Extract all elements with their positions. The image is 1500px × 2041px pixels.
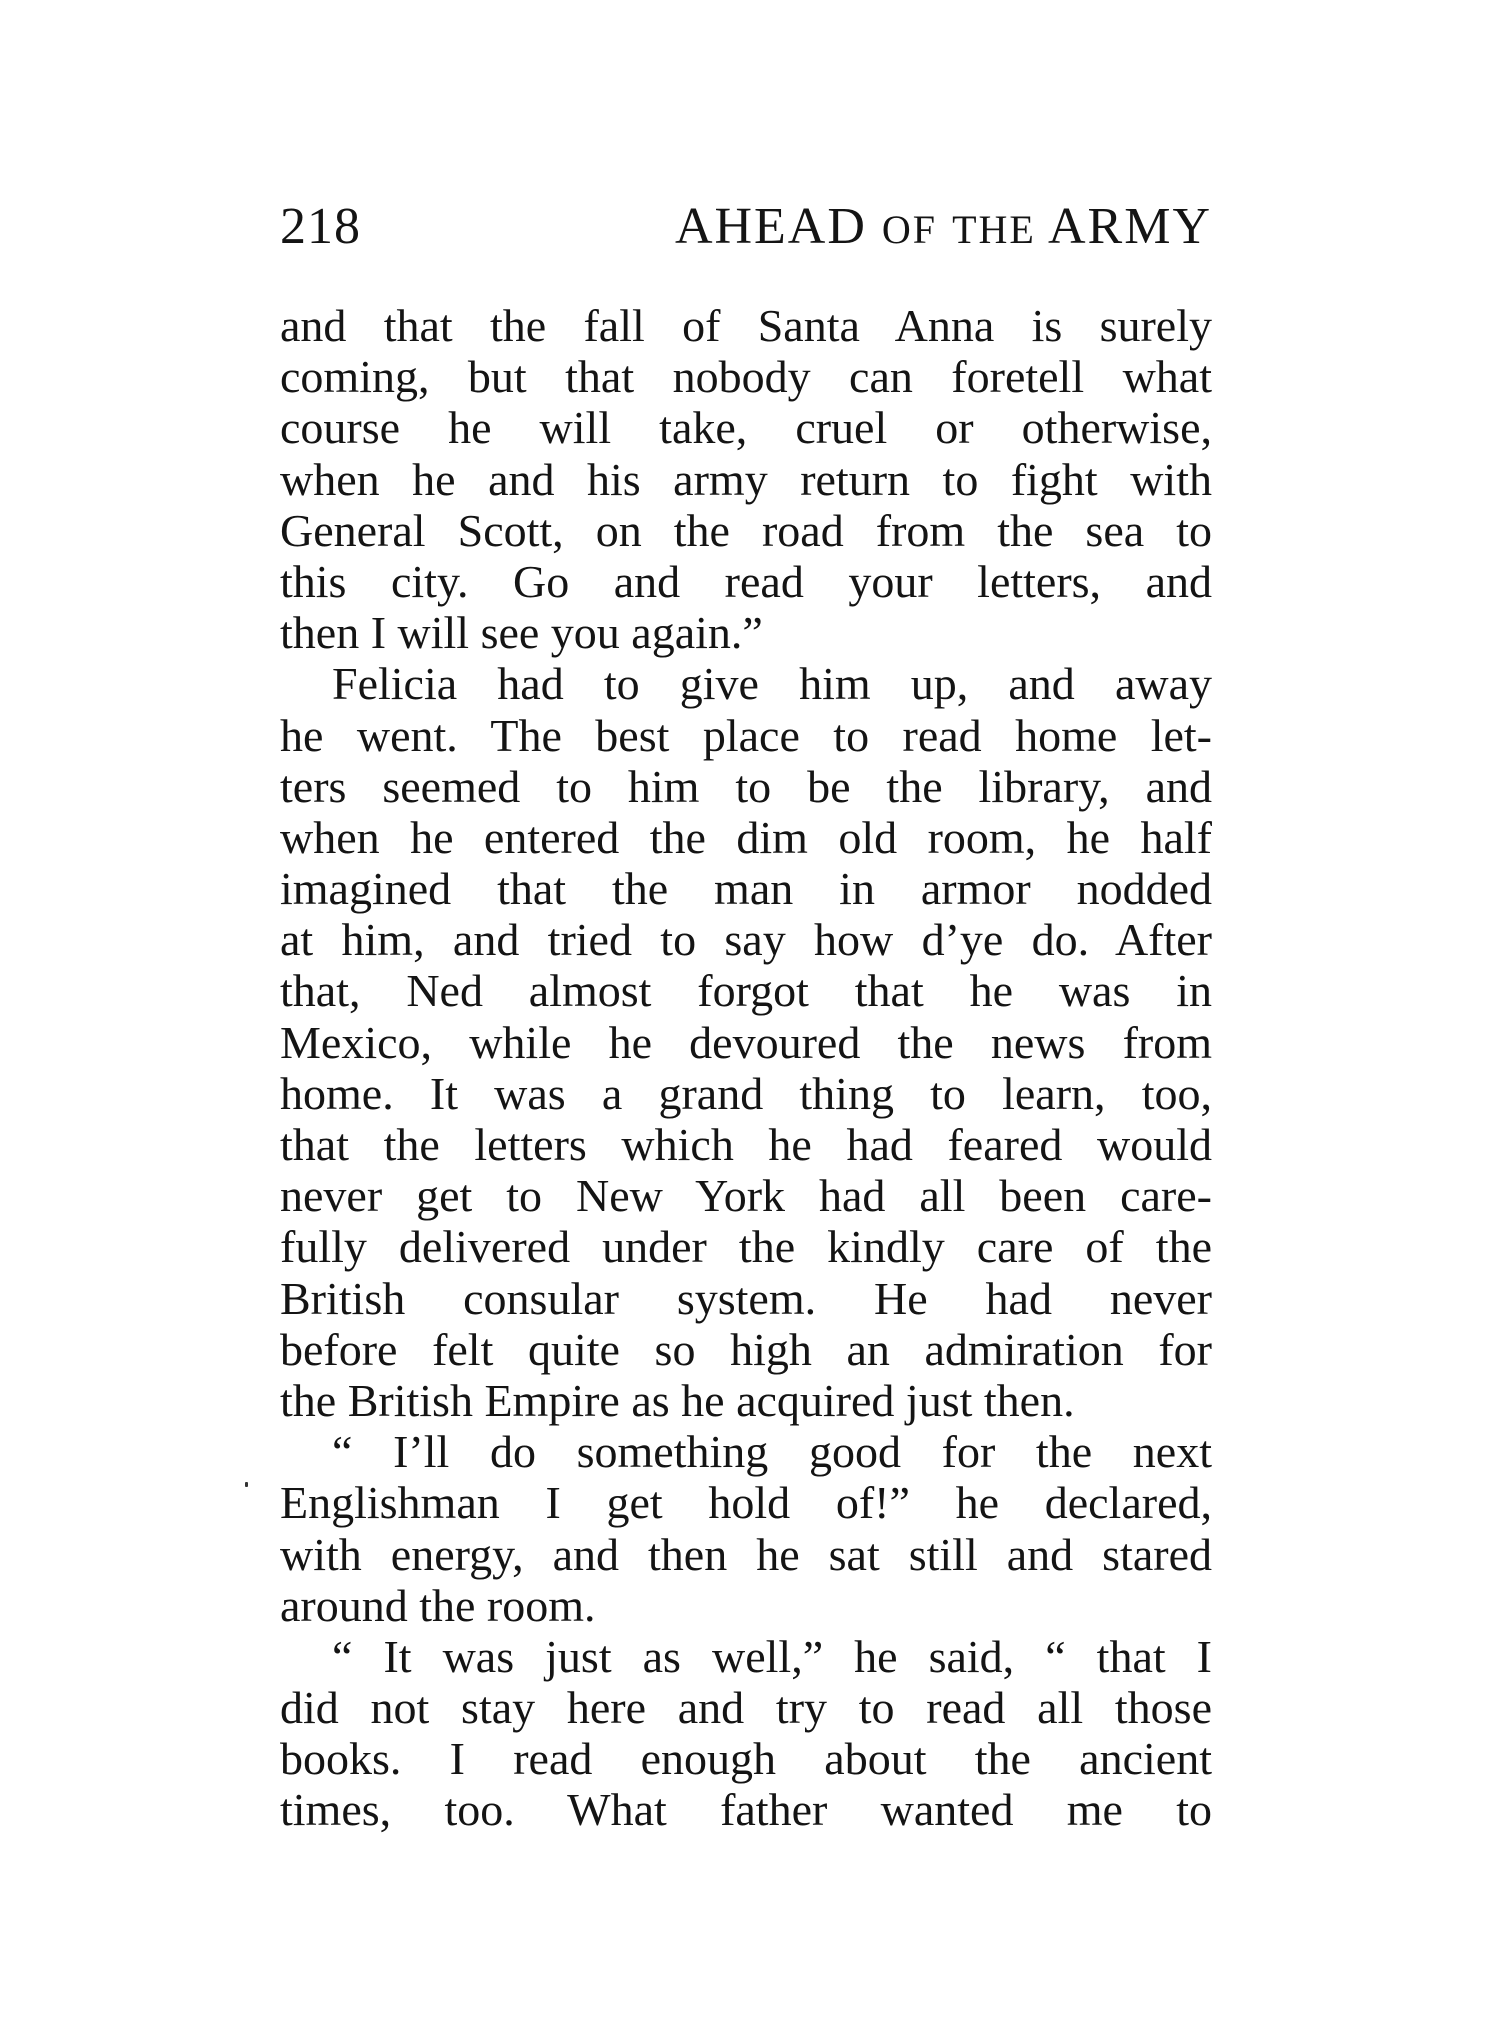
text-line: imagined that the man in armor nodded [280, 863, 1212, 915]
text-line: never get to New York had all been care- [280, 1170, 1212, 1222]
text-line: before felt quite so high an admiration for [280, 1323, 1212, 1375]
running-head-word: THE [952, 207, 1036, 252]
text-line: that the letters which he had feared would [280, 1119, 1212, 1170]
text-line: then I will see you again.” [280, 607, 763, 659]
running-head-word: OF [881, 207, 938, 252]
text-line: coming, but that nobody can foretell what [280, 351, 1212, 403]
text-line: ters seemed to him to be the library, and [280, 760, 1212, 812]
text-line: when he and his army return to fight with [280, 453, 1212, 505]
text-line: did not stay here and try to read all those [280, 1682, 1212, 1734]
text-line: this city. Go and read your letters, and [280, 555, 1212, 607]
running-head [675, 196, 1212, 261]
text-line: Mexico, while he devoured the news from [280, 1016, 1212, 1068]
text-line: course he will take, cruel or otherwise, [280, 402, 1212, 454]
text-line: times, too. What father wanted me to [280, 1784, 1212, 1836]
text-line: Englishman I get hold of!” he declared, [280, 1477, 1212, 1529]
text-line: Felicia had to give him up, and away [332, 658, 1212, 710]
text-line: British consular system. He had never [280, 1272, 1212, 1324]
text-line: “ I’ll do something good for the next [332, 1426, 1212, 1478]
text-line: when he entered the dim old room, he half [280, 811, 1212, 863]
text-line: books. I read enough about the ancient [280, 1733, 1212, 1785]
text-line: he went. The best place to read home let- [280, 709, 1212, 761]
text-line: home. It was a grand thing to learn, too, [280, 1067, 1212, 1119]
text-line: at him, and tried to say how d’ye do. After [280, 914, 1212, 966]
page-header [280, 196, 1212, 258]
text-line: and that the fall of Santa Anna is surely [280, 300, 1212, 351]
body-text [280, 300, 1212, 1836]
text-line: the British Empire as he acquired just then. [280, 1374, 1075, 1426]
text-line: “ It was just as well,” he said, “ that I [332, 1630, 1212, 1682]
page-number: 218 [280, 198, 361, 255]
text-line: General Scott, on the road from the sea to [280, 504, 1212, 556]
running-head-word: AHEAD [674, 198, 867, 255]
ink-speck [245, 1482, 248, 1487]
text-line: with energy, and then he sat still and stared [280, 1528, 1212, 1580]
text-line: fully delivered under the kindly care of the [280, 1221, 1212, 1273]
running-head-word: ARMY [1047, 198, 1212, 255]
text-line: that, Ned almost forgot that he was in [280, 965, 1212, 1017]
text-line: around the room. [280, 1579, 596, 1631]
